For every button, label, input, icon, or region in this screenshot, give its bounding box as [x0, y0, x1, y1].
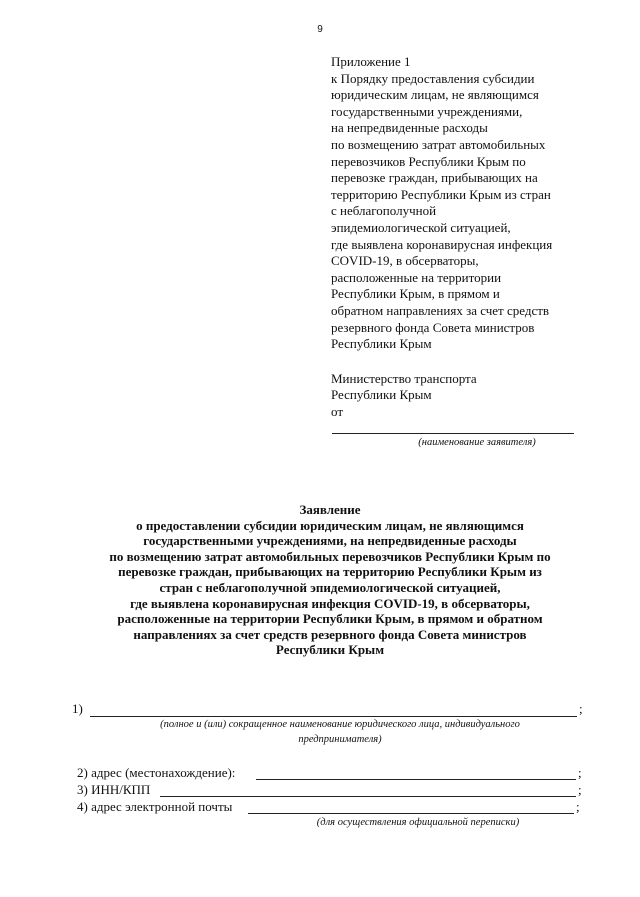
appendix-line: COVID-19, в обсерваторы, — [331, 253, 479, 269]
recipient-block — [331, 371, 631, 420]
applicant-name-field[interactable] — [332, 433, 574, 434]
semicolon: ; — [578, 765, 582, 780]
recipient-line: Республики Крым — [331, 387, 432, 403]
field-1-label: 1) — [72, 701, 83, 716]
appendix-line: Республики Крым — [331, 336, 432, 352]
application-heading — [40, 502, 620, 658]
appendix-line: государственными учреждениями, — [331, 103, 523, 119]
appendix-line: обратном направлениях за счет средств — [331, 302, 550, 318]
inn-kpp-label: 3) ИНН/КПП — [77, 782, 151, 797]
heading-line: по возмещению затрат автомобильных перевозчиков Республики Крым по — [109, 548, 551, 564]
page-number: 9 — [317, 24, 323, 35]
heading-line: Республики Крым — [275, 642, 385, 658]
appendix-line: перевозке граждан, прибывающих на — [331, 170, 538, 186]
heading-line: государственными учреждениями, на непредвиденные расходы — [143, 533, 517, 549]
heading-line: расположенные на территории Республики Крым, в прямом и обратном — [117, 611, 543, 627]
heading-line: стран с неблагополучной эпидемиологической ситуацией, — [159, 579, 501, 595]
legal-entity-name-field[interactable] — [90, 716, 577, 717]
appendix-block — [331, 54, 631, 353]
legal-entity-caption-cont: предпринимателя) — [298, 734, 382, 745]
recipient-from-label: от — [331, 403, 344, 419]
appendix-line: юридическим лицам, не являющимся — [331, 87, 539, 103]
semicolon: ; — [578, 782, 582, 797]
appendix-line: на непредвиденные расходы — [331, 120, 488, 136]
heading-line: о предоставлении субсидии юридическим лицам, не являющимся — [136, 517, 524, 533]
appendix-line: эпидемиологической ситуацией, — [331, 219, 511, 235]
inn-kpp-field[interactable] — [160, 796, 576, 797]
appendix-line: по возмещению затрат автомобильных — [331, 136, 546, 152]
address-label: 2) адрес (местонахождение): — [77, 765, 236, 780]
email-caption: (для осуществления официальной переписки) — [316, 817, 520, 828]
applicant-name-caption: (наименование заявителя) — [418, 437, 536, 448]
appendix-line: где выявлена коронавирусная инфекция — [331, 236, 553, 252]
heading-line: где выявлена коронавирусная инфекция COVID-19, в обсерваторы, — [130, 595, 530, 611]
appendix-line: к Порядку предоставления субсидии — [331, 70, 535, 86]
appendix-line: Республики Крым, в прямом и — [331, 286, 500, 302]
address-field[interactable] — [256, 779, 576, 780]
appendix-line: Приложение 1 — [331, 54, 411, 69]
semicolon: ; — [579, 701, 583, 716]
appendix-line: с неблагополучной — [331, 203, 437, 219]
appendix-line: резервного фонда Совета министров — [331, 319, 535, 335]
appendix-line: расположенные на территории — [331, 269, 502, 285]
legal-entity-caption: (полное и (или) сокращенное наименование юридического лица, индивидуального — [160, 719, 520, 730]
heading-line: Заявление — [299, 502, 361, 517]
heading-line: направлениях за счет средств резервного фонда Совета министров — [133, 626, 527, 642]
recipient-line: Министерство транспорта — [331, 371, 477, 386]
appendix-line: перевозчиков Республики Крым по — [331, 153, 526, 169]
appendix-line: территорию Республики Крым из стран — [331, 186, 551, 202]
email-label: 4) адрес электронной почты — [77, 799, 233, 814]
heading-line: перевозке граждан, прибывающих на территорию Республики Крым из — [118, 564, 542, 580]
email-field[interactable] — [248, 813, 574, 814]
semicolon: ; — [576, 799, 580, 814]
